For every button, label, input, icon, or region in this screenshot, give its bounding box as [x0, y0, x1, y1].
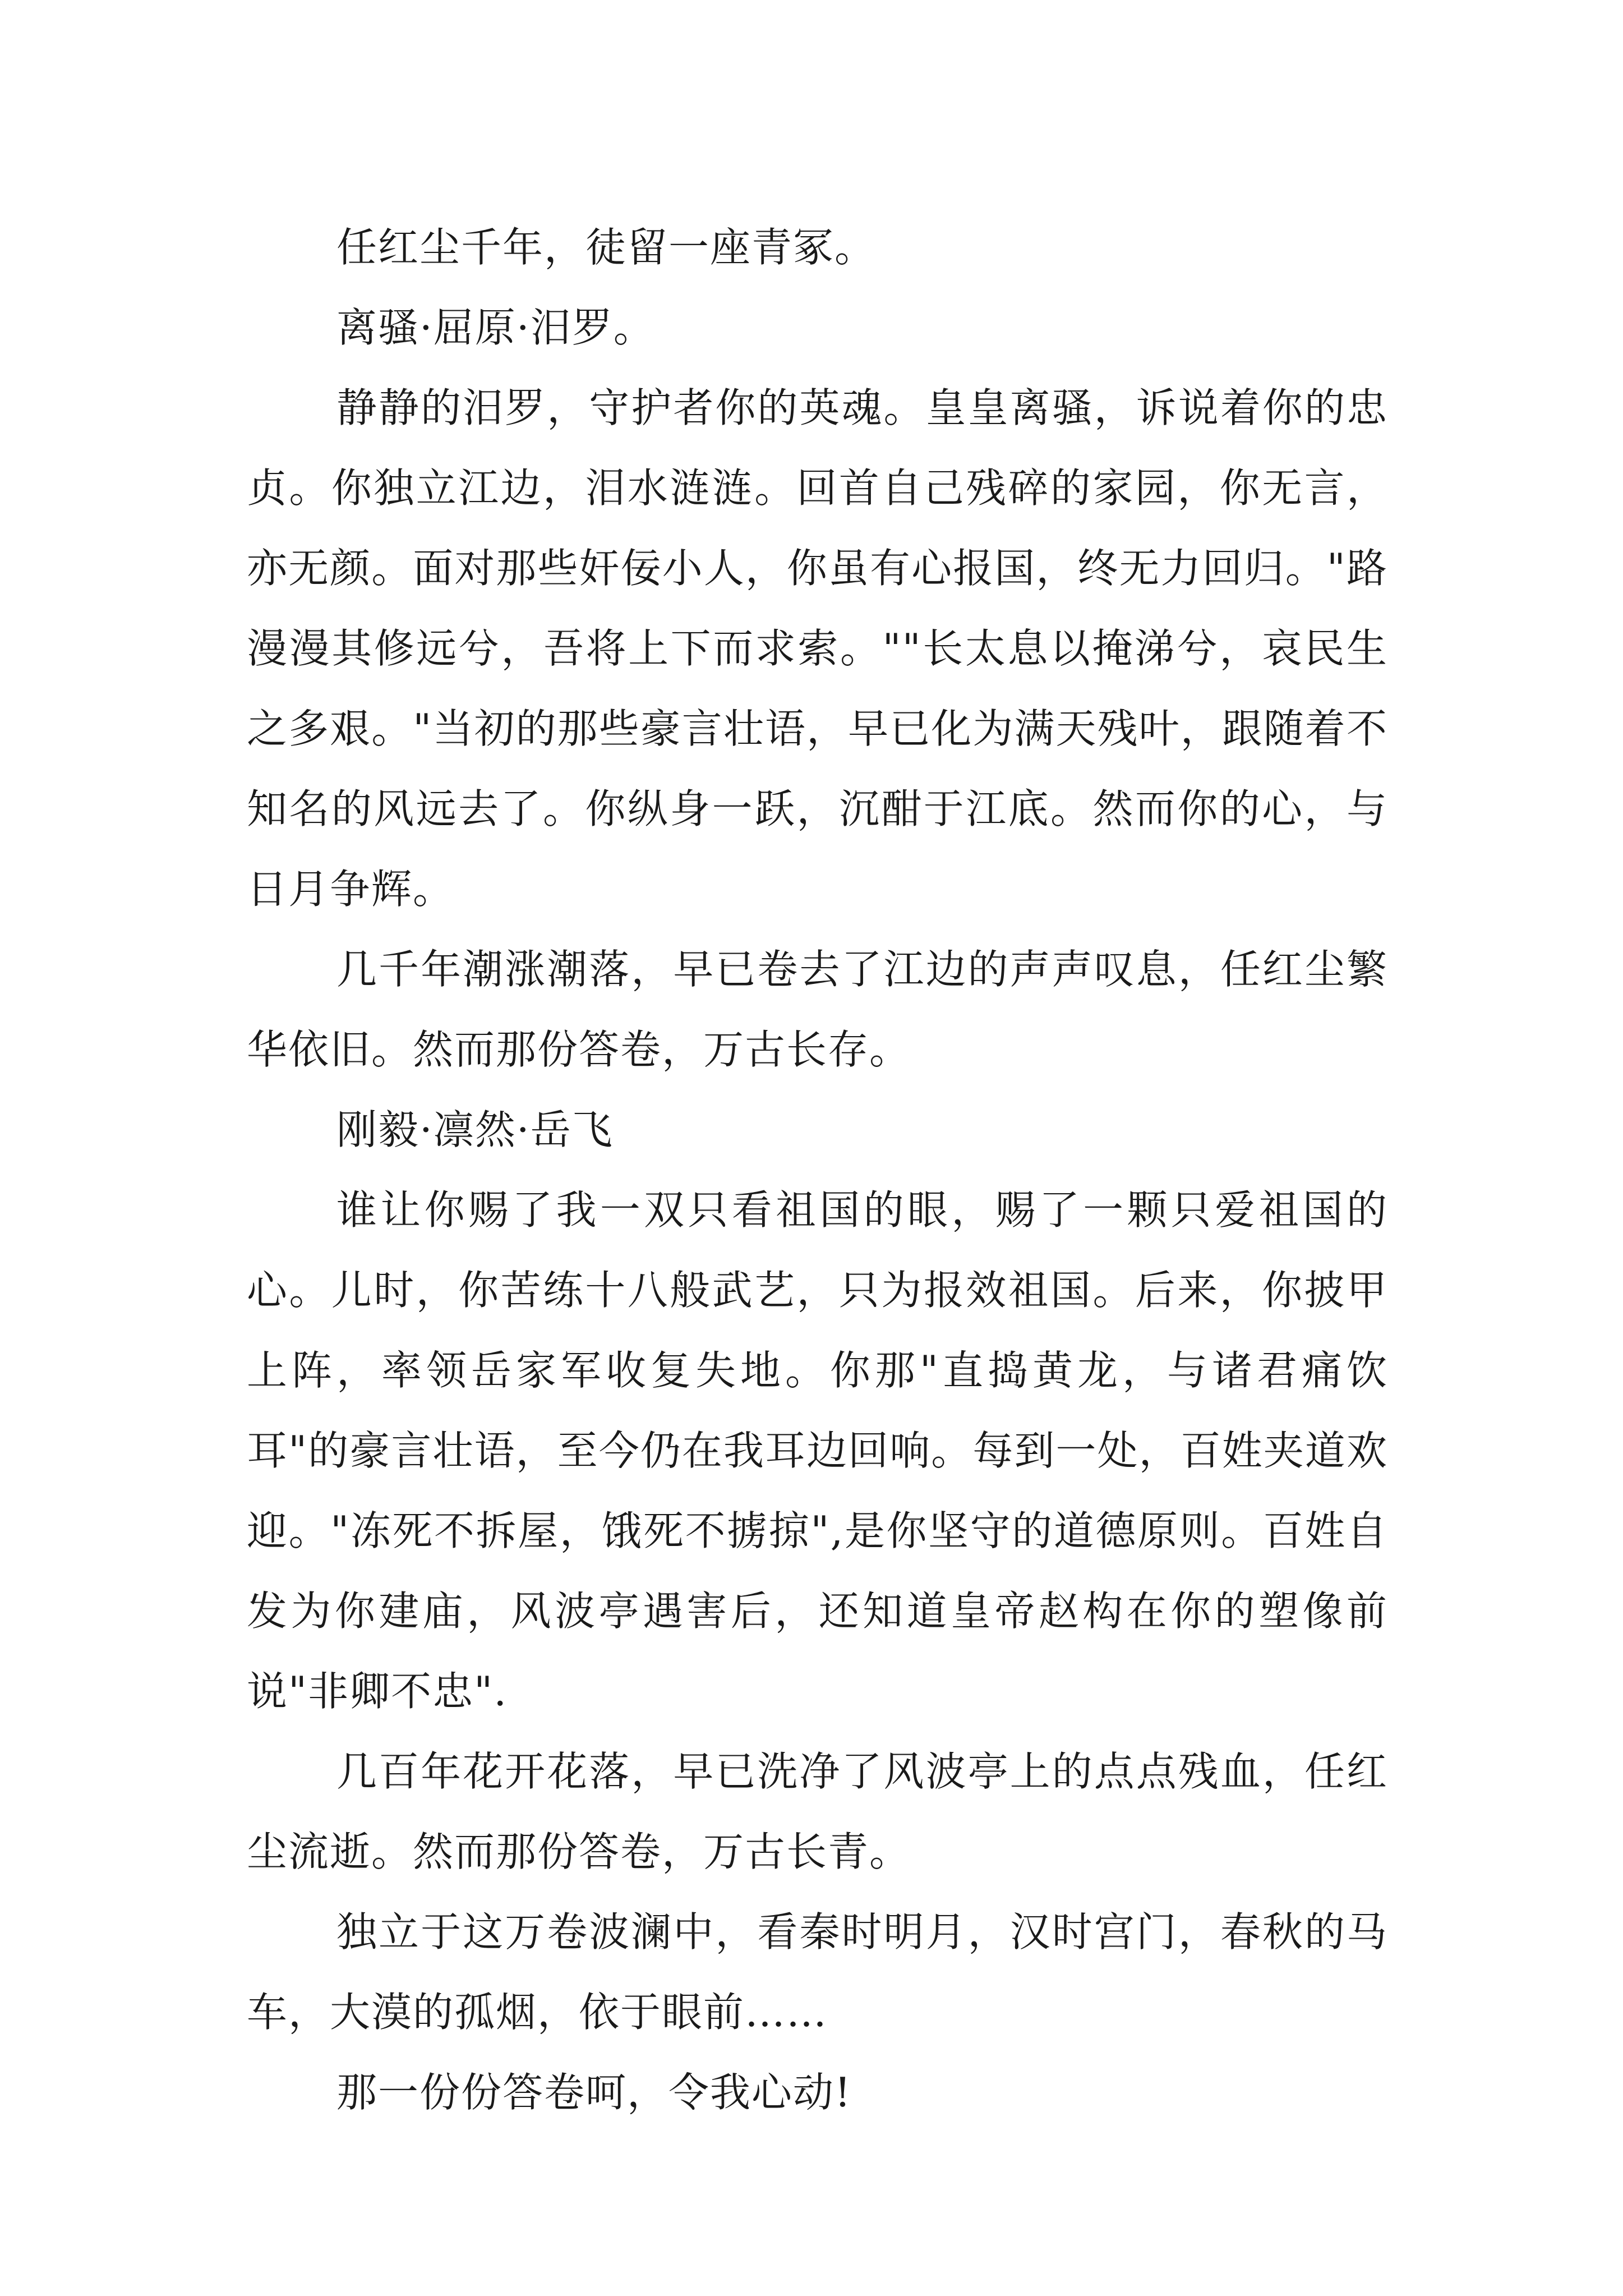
section-heading-qu-yuan: 离骚·屈原·汨罗。 — [336, 304, 655, 351]
paragraph-conclusion: 那一份份答卷呵，令我心动! — [336, 2069, 852, 2116]
paragraph-reflection: 独立于这万卷波澜中，看秦时明月，汉时宫门，春秋的马车，大漠的孤烟，依于眼前…… — [247, 1908, 1388, 2036]
section-heading-yue-fei: 刚毅·凛然·岳飞 — [336, 1106, 614, 1153]
paragraph-qu-yuan: 静静的汨罗，守护者你的英魂。皇皇离骚，诉说着你的忠贞。你独立江边，泪水涟涟。回首自己残碎的家园，你无言，亦无颜。面对那些奸佞小人，你虽有心报国，终无力回归。"路漫漫其修远兮，吾将上下而求索。""长太息以掩涕兮，哀民生之多艰。"当初的那些豪言壮语，早已化为满天残叶，跟随着不知名的风远去了。你纵身一跃，沉酣于江底。然而你的心，与日月争辉。 — [247, 384, 1388, 913]
essay-body — [247, 208, 1388, 2133]
paragraph-yue-fei-closing: 几百年花开花落，早已洗净了风波亭上的点点残血，任红尘流逝。然而那份答卷，万古长青。 — [247, 1748, 1388, 1875]
paragraph-qu-yuan-closing: 几千年潮涨潮落，早已卷去了江边的声声叹息，任红尘繁华依旧。然而那份答卷，万古长存。 — [247, 946, 1388, 1073]
paragraph-opening: 任红尘千年，徒留一座青冢。 — [336, 224, 877, 271]
paragraph-yue-fei: 谁让你赐了我一双只看祖国的眼，赐了一颗只爱祖国的心。儿时，你苦练十八般武艺，只为报效祖国。后来，你披甲上阵，率领岳家军收复失地。你那"直捣黄龙，与诸君痛饮耳"的豪言壮语，至今仍在我耳边回响。每到一处，百姓夹道欢迎。"冻死不拆屋，饿死不掳掠",是你坚守的道德原则。百姓自发为你建庙，风波亭遇害后，还知道皇帝赵构在你的塑像前说"非卿不忠". — [247, 1186, 1388, 1715]
